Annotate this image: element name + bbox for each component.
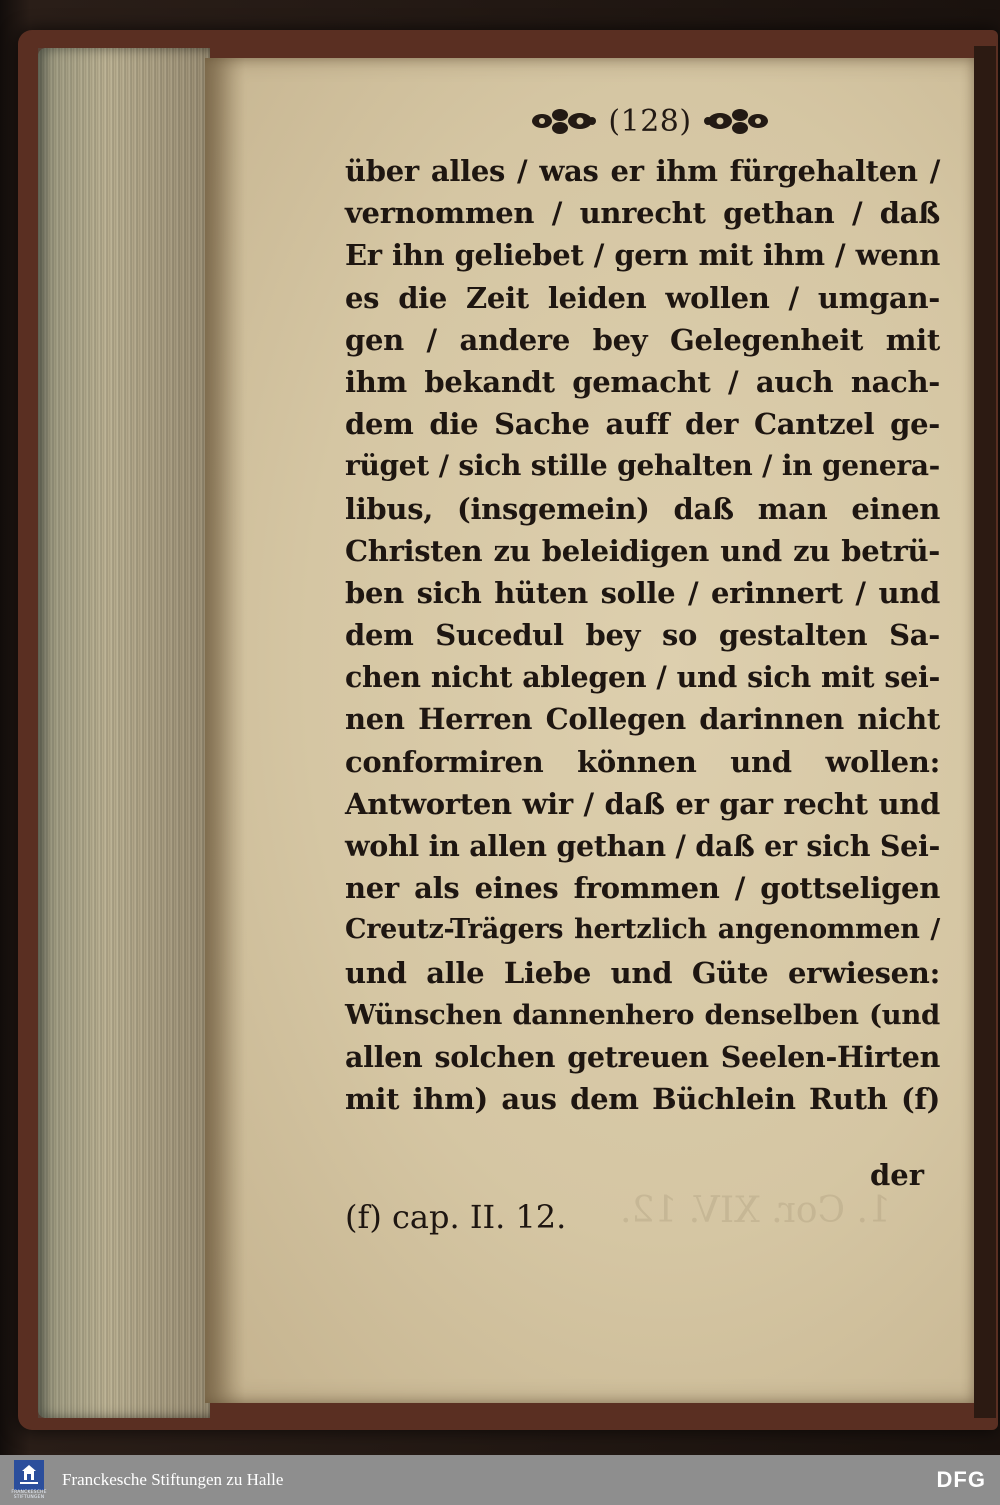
- cover-edge: [974, 46, 996, 1418]
- text-line: und alle Liebe und Güte erwiesen:: [345, 955, 940, 990]
- page-edges: [38, 48, 210, 1418]
- text-line: ihm bekandt gemacht / auch nach-: [345, 364, 940, 399]
- text-line: wohl in allen gethan / daß er sich Sei-: [345, 829, 940, 863]
- text-line: Wünschen dannenhero denselben (und: [345, 998, 940, 1031]
- dfg-logo[interactable]: DFG: [936, 1467, 986, 1492]
- running-head: [520, 98, 780, 144]
- text-line: mit ihm) aus dem Büchlein Ruth (f): [345, 1082, 940, 1117]
- text-line: chen nicht ablegen / und sich mit sei-: [345, 660, 940, 695]
- catchword: der: [870, 1158, 925, 1192]
- fleuron-right-icon: [702, 103, 772, 139]
- text-line: gen / andere bey Gelegenheit mit: [345, 322, 940, 357]
- text-line: vernommen / unrecht gethan / daß: [345, 196, 940, 231]
- text-line: Er ihn geliebet / gern mit ihm / wenn: [345, 238, 940, 273]
- text-line: conformiren können und wollen:: [345, 744, 940, 779]
- text-line: Creutz-Trägers hertzlich angenommen /: [345, 914, 940, 946]
- fleuron-left-icon: [528, 103, 598, 139]
- text-line: libus, (insgemein) daß man einen: [345, 491, 940, 526]
- bleed-through-text: 1. Cor. XIV. 12.: [620, 1190, 891, 1231]
- foundation-logo-icon[interactable]: [6, 1457, 52, 1503]
- text-line: ben sich hüten solle / erinnert / und: [345, 575, 940, 610]
- text-line: dem Sucedul bey so gestalten Sa-: [345, 618, 940, 653]
- text-line: über alles / was er ihm fürgehalten /: [345, 154, 940, 188]
- text-line: Antworten wir / daß er gar recht und: [345, 786, 940, 821]
- body-text: [345, 150, 940, 1120]
- text-line: dem die Sache auff der Cantzel ge-: [345, 407, 940, 442]
- foundation-emblem-icon: [14, 1460, 44, 1490]
- text-line: Christen zu beleidigen und zu betrü-: [345, 533, 940, 568]
- page-number: (128): [608, 103, 692, 139]
- text-line: allen solchen getreuen Seelen-Hirten: [345, 1039, 940, 1074]
- text-line: ner als eines frommen / gottseligen: [345, 871, 940, 906]
- spine-shadow: [205, 58, 245, 1403]
- footnote: (f) cap. II. 12.: [345, 1198, 567, 1236]
- institution-name: Franckesche Stiftungen zu Halle: [62, 1470, 284, 1489]
- text-line: nen Herren Collegen darinnen nicht: [345, 702, 940, 737]
- text-line: es die Zeit leiden wollen / umgan-: [345, 280, 940, 315]
- text-line: rüget / sich stille gehalten / in genera-: [345, 449, 940, 483]
- logo-caption: FRANCKESCHE STIFTUNGEN: [11, 1490, 47, 1500]
- footer-bar: [0, 1455, 1000, 1505]
